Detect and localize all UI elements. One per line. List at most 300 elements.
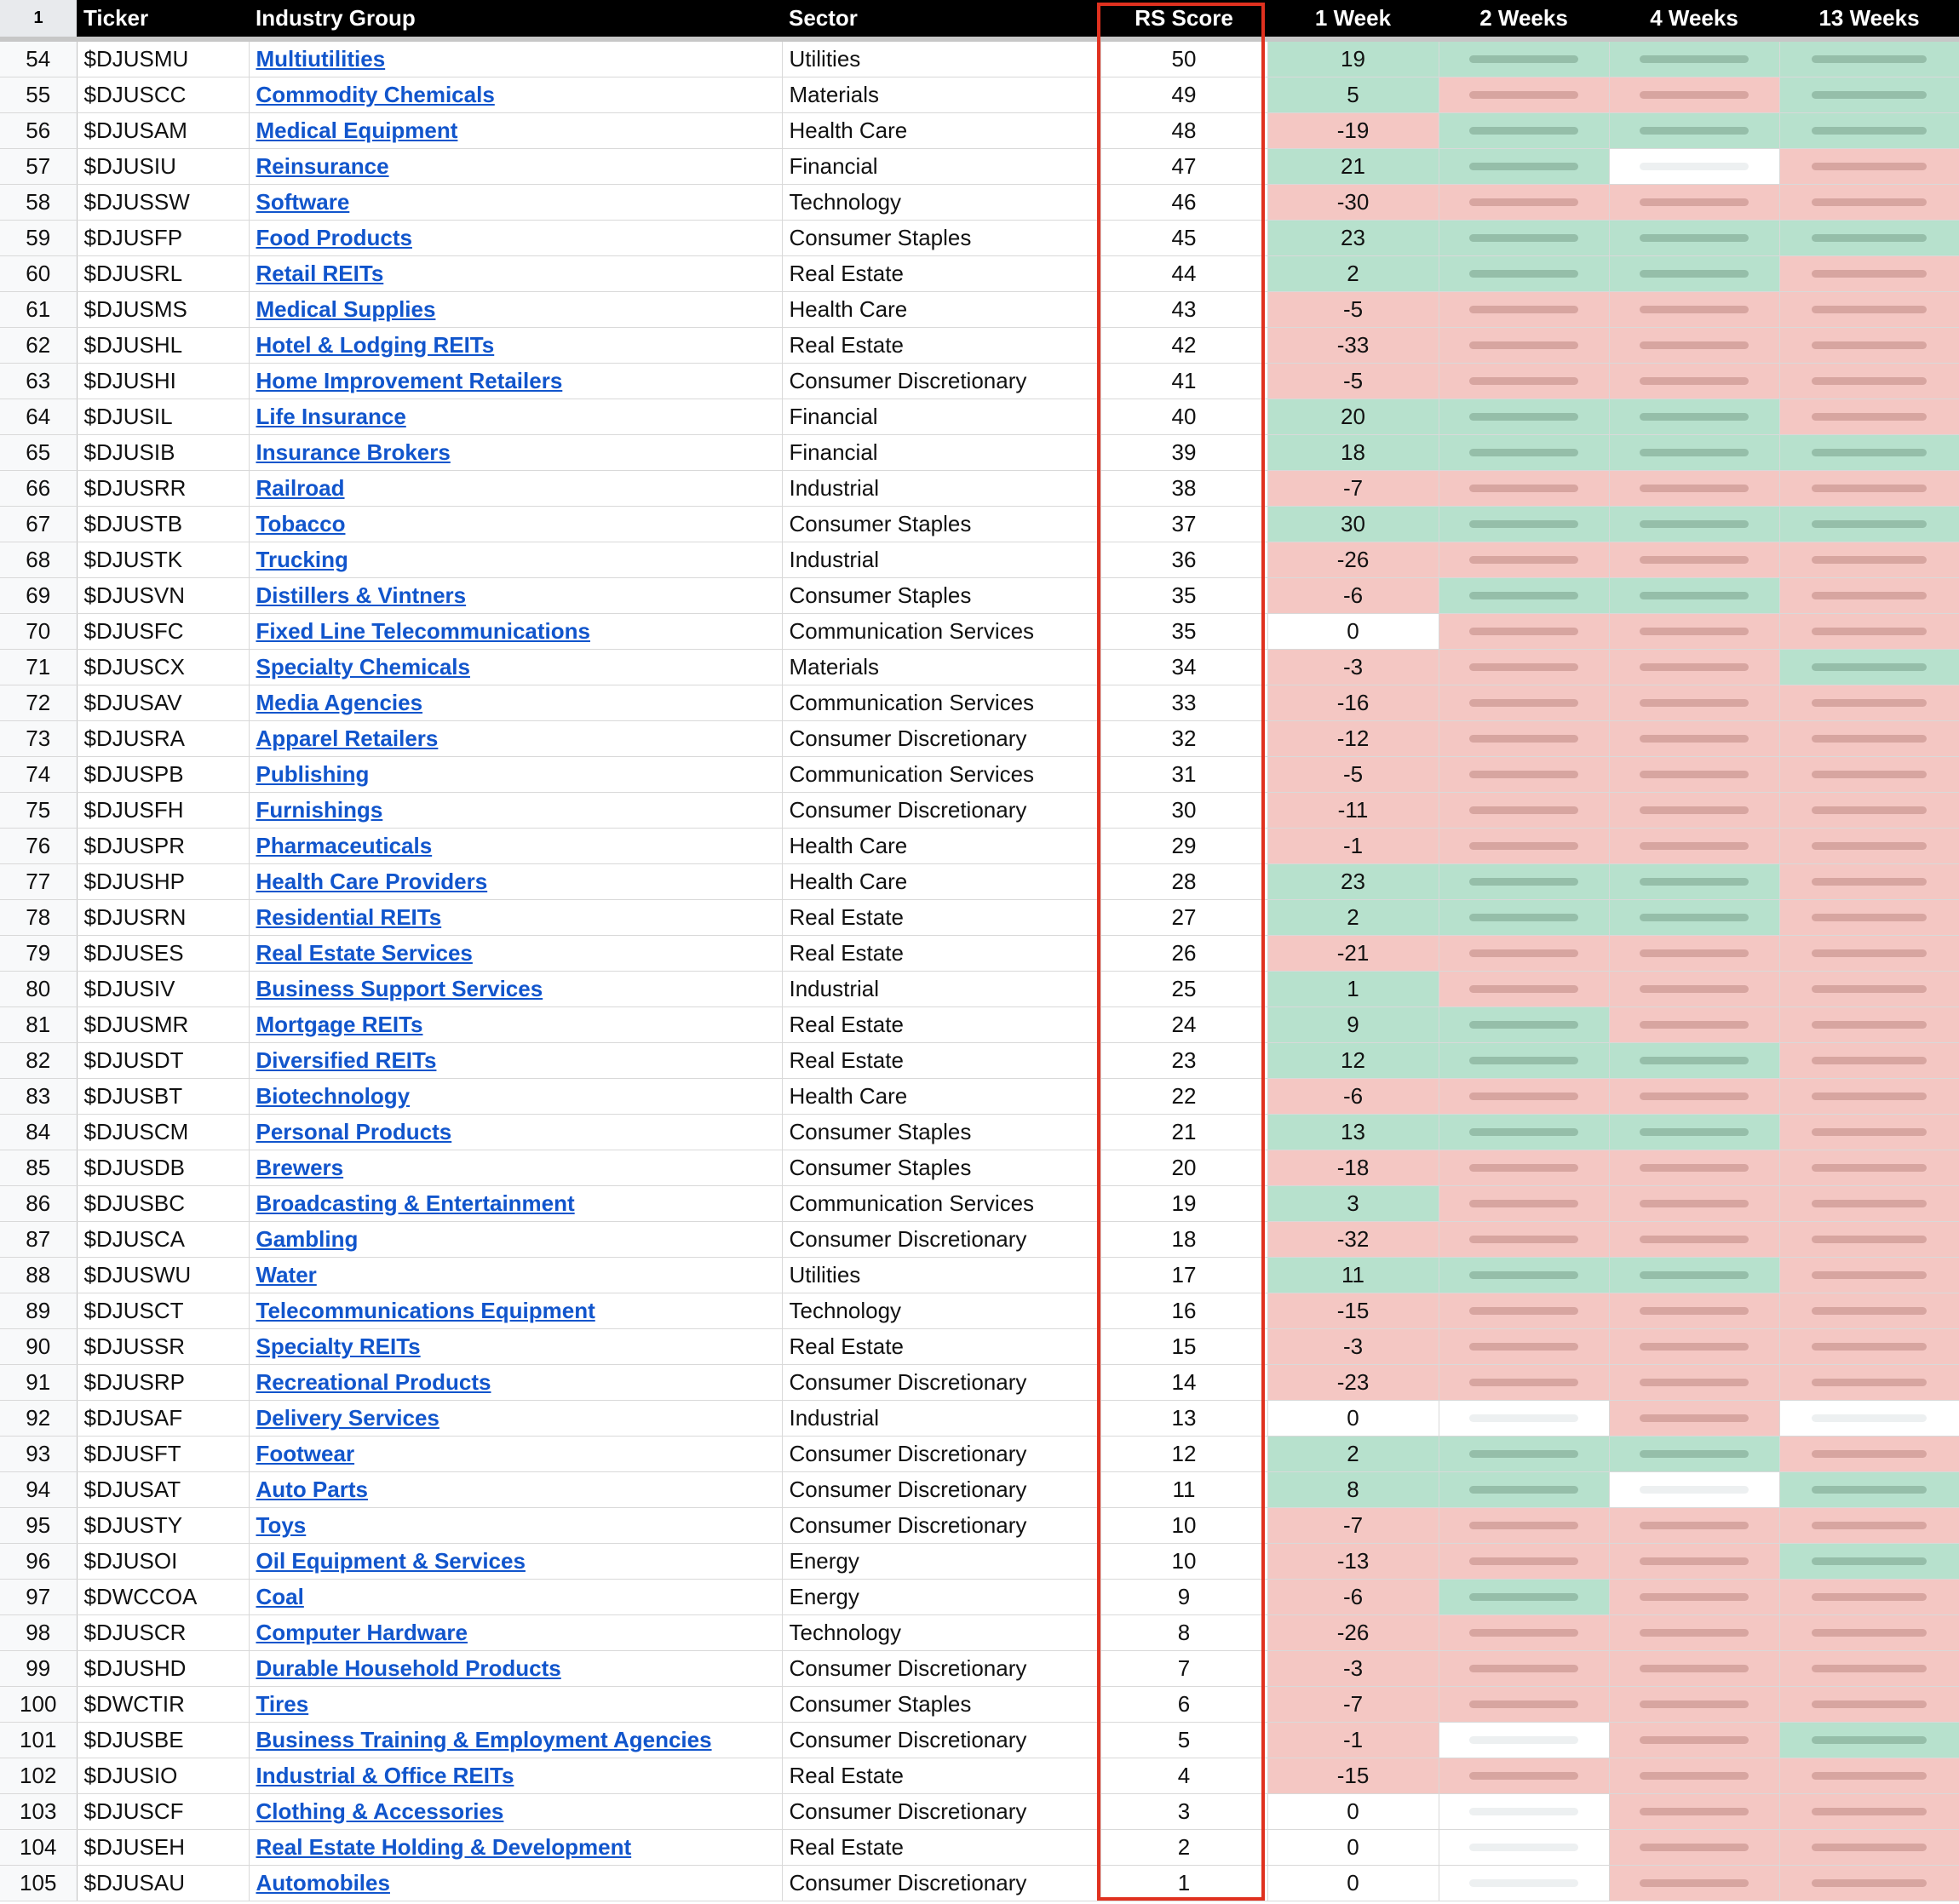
week-4-change-cell-blurred[interactable] — [1609, 1794, 1779, 1830]
sector-cell[interactable]: Real Estate — [782, 1329, 1100, 1365]
ticker-cell[interactable]: $DJUSIU — [77, 149, 249, 185]
ticker-cell[interactable]: $DJUSCC — [77, 77, 249, 113]
industry-group-link[interactable]: Media Agencies — [256, 690, 423, 715]
industry-group-link[interactable]: Broadcasting & Entertainment — [256, 1190, 575, 1216]
row-number[interactable]: 62 — [0, 328, 77, 364]
ticker-cell[interactable]: $DJUSRL — [77, 256, 249, 292]
industry-group-link[interactable]: Specialty REITs — [256, 1333, 421, 1359]
week-4-change-cell-blurred[interactable] — [1609, 578, 1779, 614]
week-13-change-cell-blurred[interactable] — [1779, 1544, 1959, 1580]
row-number[interactable]: 71 — [0, 650, 77, 685]
industry-group-link[interactable]: Publishing — [256, 761, 370, 787]
sector-cell[interactable]: Consumer Discretionary — [782, 364, 1100, 399]
sector-cell[interactable]: Technology — [782, 1293, 1100, 1329]
week-1-change-cell[interactable]: 0 — [1267, 1401, 1439, 1437]
industry-group-link[interactable]: Business Support Services — [256, 976, 543, 1001]
ticker-cell[interactable]: $DJUSIB — [77, 435, 249, 471]
table-row[interactable] — [0, 1580, 1959, 1615]
week-1-change-cell[interactable]: -18 — [1267, 1150, 1439, 1186]
week-2-change-cell-blurred[interactable] — [1439, 1687, 1609, 1723]
week-1-change-cell[interactable]: 18 — [1267, 435, 1439, 471]
sector-cell[interactable]: Consumer Staples — [782, 1115, 1100, 1150]
sector-cell[interactable]: Real Estate — [782, 1758, 1100, 1794]
industry-group-link[interactable]: Water — [256, 1262, 317, 1287]
week-13-change-cell-blurred[interactable] — [1779, 1830, 1959, 1866]
row-number[interactable]: 98 — [0, 1615, 77, 1651]
rs-score-cell[interactable]: 32 — [1100, 721, 1267, 757]
row-number[interactable]: 85 — [0, 1150, 77, 1186]
table-row[interactable] — [0, 578, 1959, 614]
industry-group-cell[interactable] — [249, 77, 782, 113]
ticker-cell[interactable]: $DJUSRA — [77, 721, 249, 757]
week-13-change-cell-blurred[interactable] — [1779, 1401, 1959, 1437]
week-1-change-cell[interactable]: 20 — [1267, 399, 1439, 435]
week-2-change-cell-blurred[interactable] — [1439, 1615, 1609, 1651]
table-row[interactable] — [0, 1758, 1959, 1794]
week-4-change-cell-blurred[interactable] — [1609, 542, 1779, 578]
week-2-change-cell-blurred[interactable] — [1439, 1866, 1609, 1901]
week-13-change-cell-blurred[interactable] — [1779, 42, 1959, 77]
week-13-change-cell-blurred[interactable] — [1779, 292, 1959, 328]
week-4-change-cell-blurred[interactable] — [1609, 185, 1779, 221]
rs-score-cell[interactable]: 18 — [1100, 1222, 1267, 1258]
sector-cell[interactable]: Consumer Discretionary — [782, 1222, 1100, 1258]
row-number[interactable]: 66 — [0, 471, 77, 507]
rs-score-cell[interactable]: 29 — [1100, 829, 1267, 864]
week-4-change-cell-blurred[interactable] — [1609, 1687, 1779, 1723]
ticker-cell[interactable]: $DJUSCT — [77, 1293, 249, 1329]
week-4-change-cell-blurred[interactable] — [1609, 1472, 1779, 1508]
table-row[interactable] — [0, 149, 1959, 185]
sector-cell[interactable]: Materials — [782, 650, 1100, 685]
rs-score-cell[interactable]: 31 — [1100, 757, 1267, 793]
week-2-change-cell-blurred[interactable] — [1439, 1437, 1609, 1472]
row-number[interactable]: 81 — [0, 1007, 77, 1043]
column-header-13-weeks[interactable]: 13 Weeks — [1779, 0, 1959, 37]
industry-group-link[interactable]: Footwear — [256, 1441, 355, 1466]
week-13-change-cell-blurred[interactable] — [1779, 1007, 1959, 1043]
rs-score-cell[interactable]: 10 — [1100, 1508, 1267, 1544]
sector-cell[interactable]: Materials — [782, 77, 1100, 113]
ticker-cell[interactable]: $DJUSFP — [77, 221, 249, 256]
sector-cell[interactable]: Health Care — [782, 829, 1100, 864]
week-4-change-cell-blurred[interactable] — [1609, 1150, 1779, 1186]
week-2-change-cell-blurred[interactable] — [1439, 435, 1609, 471]
industry-group-link[interactable]: Telecommunications Equipment — [256, 1298, 595, 1323]
week-1-change-cell[interactable]: -32 — [1267, 1222, 1439, 1258]
week-1-change-cell[interactable]: 19 — [1267, 42, 1439, 77]
week-2-change-cell-blurred[interactable] — [1439, 77, 1609, 113]
sector-cell[interactable]: Real Estate — [782, 1043, 1100, 1079]
industry-group-cell[interactable] — [249, 1150, 782, 1186]
column-header-sector[interactable]: Sector — [782, 0, 1100, 37]
week-2-change-cell-blurred[interactable] — [1439, 1508, 1609, 1544]
ticker-cell[interactable]: $DJUSPB — [77, 757, 249, 793]
week-4-change-cell-blurred[interactable] — [1609, 1329, 1779, 1365]
industry-group-link[interactable]: Automobiles — [256, 1870, 390, 1895]
sector-cell[interactable]: Real Estate — [782, 328, 1100, 364]
industry-group-link[interactable]: Medical Supplies — [256, 296, 436, 322]
week-1-change-cell[interactable]: -15 — [1267, 1758, 1439, 1794]
week-2-change-cell-blurred[interactable] — [1439, 614, 1609, 650]
industry-group-link[interactable]: Mortgage REITs — [256, 1012, 423, 1037]
row-number[interactable]: 78 — [0, 900, 77, 936]
week-13-change-cell-blurred[interactable] — [1779, 1687, 1959, 1723]
row-number[interactable]: 75 — [0, 793, 77, 829]
week-13-change-cell-blurred[interactable] — [1779, 149, 1959, 185]
week-2-change-cell-blurred[interactable] — [1439, 1258, 1609, 1293]
table-row[interactable] — [0, 1437, 1959, 1472]
week-2-change-cell-blurred[interactable] — [1439, 757, 1609, 793]
week-2-change-cell-blurred[interactable] — [1439, 1115, 1609, 1150]
sector-cell[interactable]: Energy — [782, 1580, 1100, 1615]
week-2-change-cell-blurred[interactable] — [1439, 399, 1609, 435]
week-13-change-cell-blurred[interactable] — [1779, 328, 1959, 364]
rs-score-cell[interactable]: 35 — [1100, 578, 1267, 614]
week-1-change-cell[interactable]: 23 — [1267, 221, 1439, 256]
industry-group-cell[interactable] — [249, 793, 782, 829]
ticker-cell[interactable]: $DJUSFT — [77, 1437, 249, 1472]
sector-cell[interactable]: Consumer Staples — [782, 1687, 1100, 1723]
row-number[interactable]: 94 — [0, 1472, 77, 1508]
week-4-change-cell-blurred[interactable] — [1609, 1043, 1779, 1079]
sector-cell[interactable]: Utilities — [782, 42, 1100, 77]
week-2-change-cell-blurred[interactable] — [1439, 1651, 1609, 1687]
industry-group-cell[interactable] — [249, 1329, 782, 1365]
week-4-change-cell-blurred[interactable] — [1609, 1723, 1779, 1758]
ticker-cell[interactable]: $DJUSTK — [77, 542, 249, 578]
industry-group-cell[interactable] — [249, 1615, 782, 1651]
industry-group-cell[interactable] — [249, 435, 782, 471]
rs-score-cell[interactable]: 30 — [1100, 793, 1267, 829]
ticker-cell[interactable]: $DJUSAU — [77, 1866, 249, 1901]
week-13-change-cell-blurred[interactable] — [1779, 435, 1959, 471]
row-number[interactable]: 55 — [0, 77, 77, 113]
table-row[interactable] — [0, 1043, 1959, 1079]
week-2-change-cell-blurred[interactable] — [1439, 685, 1609, 721]
row-number[interactable]: 90 — [0, 1329, 77, 1365]
week-13-change-cell-blurred[interactable] — [1779, 1866, 1959, 1901]
row-number[interactable]: 88 — [0, 1258, 77, 1293]
week-2-change-cell-blurred[interactable] — [1439, 578, 1609, 614]
sector-cell[interactable]: Technology — [782, 185, 1100, 221]
week-2-change-cell-blurred[interactable] — [1439, 542, 1609, 578]
industry-group-link[interactable]: Medical Equipment — [256, 118, 458, 143]
rs-score-cell[interactable]: 15 — [1100, 1329, 1267, 1365]
industry-group-cell[interactable] — [249, 1687, 782, 1723]
industry-group-link[interactable]: Food Products — [256, 225, 412, 250]
table-row[interactable] — [0, 435, 1959, 471]
industry-group-link[interactable]: Durable Household Products — [256, 1655, 561, 1681]
row-number[interactable]: 63 — [0, 364, 77, 399]
week-13-change-cell-blurred[interactable] — [1779, 185, 1959, 221]
column-header-2-weeks[interactable]: 2 Weeks — [1439, 0, 1609, 37]
week-13-change-cell-blurred[interactable] — [1779, 1186, 1959, 1222]
ticker-cell[interactable]: $DJUSHL — [77, 328, 249, 364]
table-row[interactable] — [0, 1222, 1959, 1258]
table-row[interactable] — [0, 1007, 1959, 1043]
week-13-change-cell-blurred[interactable] — [1779, 1043, 1959, 1079]
week-2-change-cell-blurred[interactable] — [1439, 1079, 1609, 1115]
week-4-change-cell-blurred[interactable] — [1609, 1830, 1779, 1866]
week-4-change-cell-blurred[interactable] — [1609, 1544, 1779, 1580]
table-row[interactable] — [0, 1830, 1959, 1866]
week-1-change-cell[interactable]: 0 — [1267, 614, 1439, 650]
rs-score-cell[interactable]: 43 — [1100, 292, 1267, 328]
rs-score-cell[interactable]: 12 — [1100, 1437, 1267, 1472]
table-row[interactable] — [0, 292, 1959, 328]
sector-cell[interactable]: Health Care — [782, 1079, 1100, 1115]
week-4-change-cell-blurred[interactable] — [1609, 221, 1779, 256]
week-13-change-cell-blurred[interactable] — [1779, 1758, 1959, 1794]
ticker-cell[interactable]: $DJUSIL — [77, 399, 249, 435]
industry-group-cell[interactable] — [249, 1580, 782, 1615]
week-13-change-cell-blurred[interactable] — [1779, 542, 1959, 578]
row-number[interactable]: 91 — [0, 1365, 77, 1401]
industry-group-cell[interactable] — [249, 578, 782, 614]
table-row[interactable] — [0, 972, 1959, 1007]
week-1-change-cell[interactable]: -33 — [1267, 328, 1439, 364]
rs-score-cell[interactable]: 13 — [1100, 1401, 1267, 1437]
row-number[interactable]: 83 — [0, 1079, 77, 1115]
week-13-change-cell-blurred[interactable] — [1779, 972, 1959, 1007]
row-header-number[interactable]: 1 — [0, 0, 77, 37]
industry-group-cell[interactable] — [249, 1043, 782, 1079]
rs-score-cell[interactable]: 41 — [1100, 364, 1267, 399]
industry-group-cell[interactable] — [249, 650, 782, 685]
week-2-change-cell-blurred[interactable] — [1439, 292, 1609, 328]
industry-group-cell[interactable] — [249, 1866, 782, 1901]
row-number[interactable]: 93 — [0, 1437, 77, 1472]
week-13-change-cell-blurred[interactable] — [1779, 900, 1959, 936]
industry-group-link[interactable]: Commodity Chemicals — [256, 82, 495, 107]
industry-group-link[interactable]: Software — [256, 189, 350, 215]
industry-group-cell[interactable] — [249, 1007, 782, 1043]
ticker-cell[interactable]: $DJUSHP — [77, 864, 249, 900]
week-2-change-cell-blurred[interactable] — [1439, 328, 1609, 364]
rs-score-cell[interactable]: 4 — [1100, 1758, 1267, 1794]
week-1-change-cell[interactable]: 1 — [1267, 972, 1439, 1007]
row-number[interactable]: 59 — [0, 221, 77, 256]
week-4-change-cell-blurred[interactable] — [1609, 864, 1779, 900]
rs-score-cell[interactable]: 23 — [1100, 1043, 1267, 1079]
week-2-change-cell-blurred[interactable] — [1439, 1329, 1609, 1365]
week-2-change-cell-blurred[interactable] — [1439, 1723, 1609, 1758]
week-4-change-cell-blurred[interactable] — [1609, 1437, 1779, 1472]
week-1-change-cell[interactable]: 2 — [1267, 900, 1439, 936]
week-13-change-cell-blurred[interactable] — [1779, 1115, 1959, 1150]
ticker-cell[interactable]: $DJUSMS — [77, 292, 249, 328]
industry-group-link[interactable]: Furnishings — [256, 797, 383, 823]
week-4-change-cell-blurred[interactable] — [1609, 77, 1779, 113]
sector-cell[interactable]: Industrial — [782, 471, 1100, 507]
ticker-cell[interactable]: $DJUSTY — [77, 1508, 249, 1544]
sector-cell[interactable]: Utilities — [782, 1258, 1100, 1293]
ticker-cell[interactable]: $DJUSRN — [77, 900, 249, 936]
ticker-cell[interactable]: $DJUSOI — [77, 1544, 249, 1580]
table-row[interactable] — [0, 793, 1959, 829]
sector-cell[interactable]: Financial — [782, 435, 1100, 471]
ticker-cell[interactable]: $DJUSCM — [77, 1115, 249, 1150]
industry-group-link[interactable]: Toys — [256, 1512, 307, 1538]
week-4-change-cell-blurred[interactable] — [1609, 1580, 1779, 1615]
week-4-change-cell-blurred[interactable] — [1609, 1186, 1779, 1222]
week-13-change-cell-blurred[interactable] — [1779, 507, 1959, 542]
week-13-change-cell-blurred[interactable] — [1779, 1723, 1959, 1758]
week-4-change-cell-blurred[interactable] — [1609, 256, 1779, 292]
ticker-cell[interactable]: $DJUSPR — [77, 829, 249, 864]
industry-group-cell[interactable] — [249, 1115, 782, 1150]
industry-group-cell[interactable] — [249, 1365, 782, 1401]
row-number[interactable]: 64 — [0, 399, 77, 435]
week-1-change-cell[interactable]: -6 — [1267, 1079, 1439, 1115]
week-1-change-cell[interactable]: -26 — [1267, 1615, 1439, 1651]
week-1-change-cell[interactable]: 2 — [1267, 256, 1439, 292]
industry-group-link[interactable]: Tires — [256, 1691, 309, 1717]
table-row[interactable] — [0, 1651, 1959, 1687]
week-4-change-cell-blurred[interactable] — [1609, 1508, 1779, 1544]
industry-group-cell[interactable] — [249, 328, 782, 364]
week-2-change-cell-blurred[interactable] — [1439, 972, 1609, 1007]
rs-score-cell[interactable]: 46 — [1100, 185, 1267, 221]
week-1-change-cell[interactable]: 5 — [1267, 77, 1439, 113]
table-row[interactable] — [0, 1401, 1959, 1437]
sector-cell[interactable]: Consumer Staples — [782, 578, 1100, 614]
industry-group-cell[interactable] — [249, 1651, 782, 1687]
table-row[interactable] — [0, 77, 1959, 113]
week-2-change-cell-blurred[interactable] — [1439, 507, 1609, 542]
week-1-change-cell[interactable]: -16 — [1267, 685, 1439, 721]
industry-group-cell[interactable] — [249, 1186, 782, 1222]
table-row[interactable] — [0, 1365, 1959, 1401]
week-4-change-cell-blurred[interactable] — [1609, 1401, 1779, 1437]
ticker-cell[interactable]: $DJUSEH — [77, 1830, 249, 1866]
week-4-change-cell-blurred[interactable] — [1609, 471, 1779, 507]
ticker-cell[interactable]: $DJUSIO — [77, 1758, 249, 1794]
week-4-change-cell-blurred[interactable] — [1609, 1115, 1779, 1150]
rs-score-cell[interactable]: 17 — [1100, 1258, 1267, 1293]
week-13-change-cell-blurred[interactable] — [1779, 1365, 1959, 1401]
industry-group-link[interactable]: Trucking — [256, 547, 348, 572]
row-number[interactable]: 77 — [0, 864, 77, 900]
table-row[interactable] — [0, 721, 1959, 757]
column-header-rs-score[interactable]: RS Score — [1100, 0, 1267, 37]
row-number[interactable]: 86 — [0, 1186, 77, 1222]
industry-group-link[interactable]: Auto Parts — [256, 1477, 368, 1502]
industry-group-link[interactable]: Pharmaceuticals — [256, 833, 433, 858]
sector-cell[interactable]: Communication Services — [782, 757, 1100, 793]
industry-group-cell[interactable] — [249, 1437, 782, 1472]
ticker-cell[interactable]: $DJUSFH — [77, 793, 249, 829]
week-2-change-cell-blurred[interactable] — [1439, 721, 1609, 757]
rs-score-cell[interactable]: 39 — [1100, 435, 1267, 471]
week-4-change-cell-blurred[interactable] — [1609, 113, 1779, 149]
industry-group-cell[interactable] — [249, 149, 782, 185]
week-4-change-cell-blurred[interactable] — [1609, 1079, 1779, 1115]
rs-score-cell[interactable]: 2 — [1100, 1830, 1267, 1866]
industry-group-link[interactable]: Biotechnology — [256, 1083, 411, 1109]
rs-score-cell[interactable]: 49 — [1100, 77, 1267, 113]
week-4-change-cell-blurred[interactable] — [1609, 1615, 1779, 1651]
week-13-change-cell-blurred[interactable] — [1779, 1329, 1959, 1365]
row-number[interactable]: 80 — [0, 972, 77, 1007]
sector-cell[interactable]: Technology — [782, 1615, 1100, 1651]
week-2-change-cell-blurred[interactable] — [1439, 113, 1609, 149]
week-13-change-cell-blurred[interactable] — [1779, 936, 1959, 972]
industry-group-cell[interactable] — [249, 936, 782, 972]
industry-group-link[interactable]: Gambling — [256, 1226, 359, 1252]
table-row[interactable] — [0, 936, 1959, 972]
industry-group-cell[interactable] — [249, 1079, 782, 1115]
table-row[interactable] — [0, 1866, 1959, 1901]
row-number[interactable]: 99 — [0, 1651, 77, 1687]
week-13-change-cell-blurred[interactable] — [1779, 1794, 1959, 1830]
week-4-change-cell-blurred[interactable] — [1609, 721, 1779, 757]
week-2-change-cell-blurred[interactable] — [1439, 1043, 1609, 1079]
week-13-change-cell-blurred[interactable] — [1779, 1472, 1959, 1508]
column-header-ticker[interactable]: Ticker — [77, 0, 249, 37]
rs-score-cell[interactable]: 21 — [1100, 1115, 1267, 1150]
industry-group-cell[interactable] — [249, 1401, 782, 1437]
industry-group-link[interactable]: Real Estate Holding & Development — [256, 1834, 632, 1860]
industry-group-link[interactable]: Specialty Chemicals — [256, 654, 470, 680]
industry-group-cell[interactable] — [249, 292, 782, 328]
sector-cell[interactable]: Consumer Discretionary — [782, 1794, 1100, 1830]
ticker-cell[interactable]: $DWCCOA — [77, 1580, 249, 1615]
industry-group-cell[interactable] — [249, 1544, 782, 1580]
sector-cell[interactable]: Consumer Discretionary — [782, 1651, 1100, 1687]
row-number[interactable]: 105 — [0, 1866, 77, 1901]
industry-group-link[interactable]: Hotel & Lodging REITs — [256, 332, 495, 358]
table-row[interactable] — [0, 1150, 1959, 1186]
rs-score-cell[interactable]: 19 — [1100, 1186, 1267, 1222]
week-4-change-cell-blurred[interactable] — [1609, 936, 1779, 972]
week-4-change-cell-blurred[interactable] — [1609, 1758, 1779, 1794]
week-4-change-cell-blurred[interactable] — [1609, 1222, 1779, 1258]
industry-group-cell[interactable] — [249, 864, 782, 900]
industry-group-cell[interactable] — [249, 1723, 782, 1758]
sector-cell[interactable]: Health Care — [782, 292, 1100, 328]
ticker-cell[interactable]: $DWCTIR — [77, 1687, 249, 1723]
week-2-change-cell-blurred[interactable] — [1439, 471, 1609, 507]
week-13-change-cell-blurred[interactable] — [1779, 1508, 1959, 1544]
week-2-change-cell-blurred[interactable] — [1439, 936, 1609, 972]
table-row[interactable] — [0, 185, 1959, 221]
industry-group-cell[interactable] — [249, 900, 782, 936]
row-number[interactable]: 73 — [0, 721, 77, 757]
table-row[interactable] — [0, 829, 1959, 864]
rs-score-cell[interactable]: 45 — [1100, 221, 1267, 256]
week-13-change-cell-blurred[interactable] — [1779, 256, 1959, 292]
rs-score-cell[interactable]: 44 — [1100, 256, 1267, 292]
week-13-change-cell-blurred[interactable] — [1779, 1293, 1959, 1329]
industry-group-cell[interactable] — [249, 1258, 782, 1293]
industry-group-link[interactable]: Residential REITs — [256, 904, 442, 930]
week-4-change-cell-blurred[interactable] — [1609, 757, 1779, 793]
row-number[interactable]: 57 — [0, 149, 77, 185]
rs-score-cell[interactable]: 38 — [1100, 471, 1267, 507]
ticker-cell[interactable]: $DJUSDB — [77, 1150, 249, 1186]
row-number[interactable]: 100 — [0, 1687, 77, 1723]
ticker-cell[interactable]: $DJUSBT — [77, 1079, 249, 1115]
sector-cell[interactable]: Communication Services — [782, 685, 1100, 721]
row-number[interactable]: 79 — [0, 936, 77, 972]
week-1-change-cell[interactable]: -1 — [1267, 1723, 1439, 1758]
week-2-change-cell-blurred[interactable] — [1439, 1222, 1609, 1258]
week-13-change-cell-blurred[interactable] — [1779, 614, 1959, 650]
sector-cell[interactable]: Energy — [782, 1544, 1100, 1580]
industry-group-cell[interactable] — [249, 1293, 782, 1329]
